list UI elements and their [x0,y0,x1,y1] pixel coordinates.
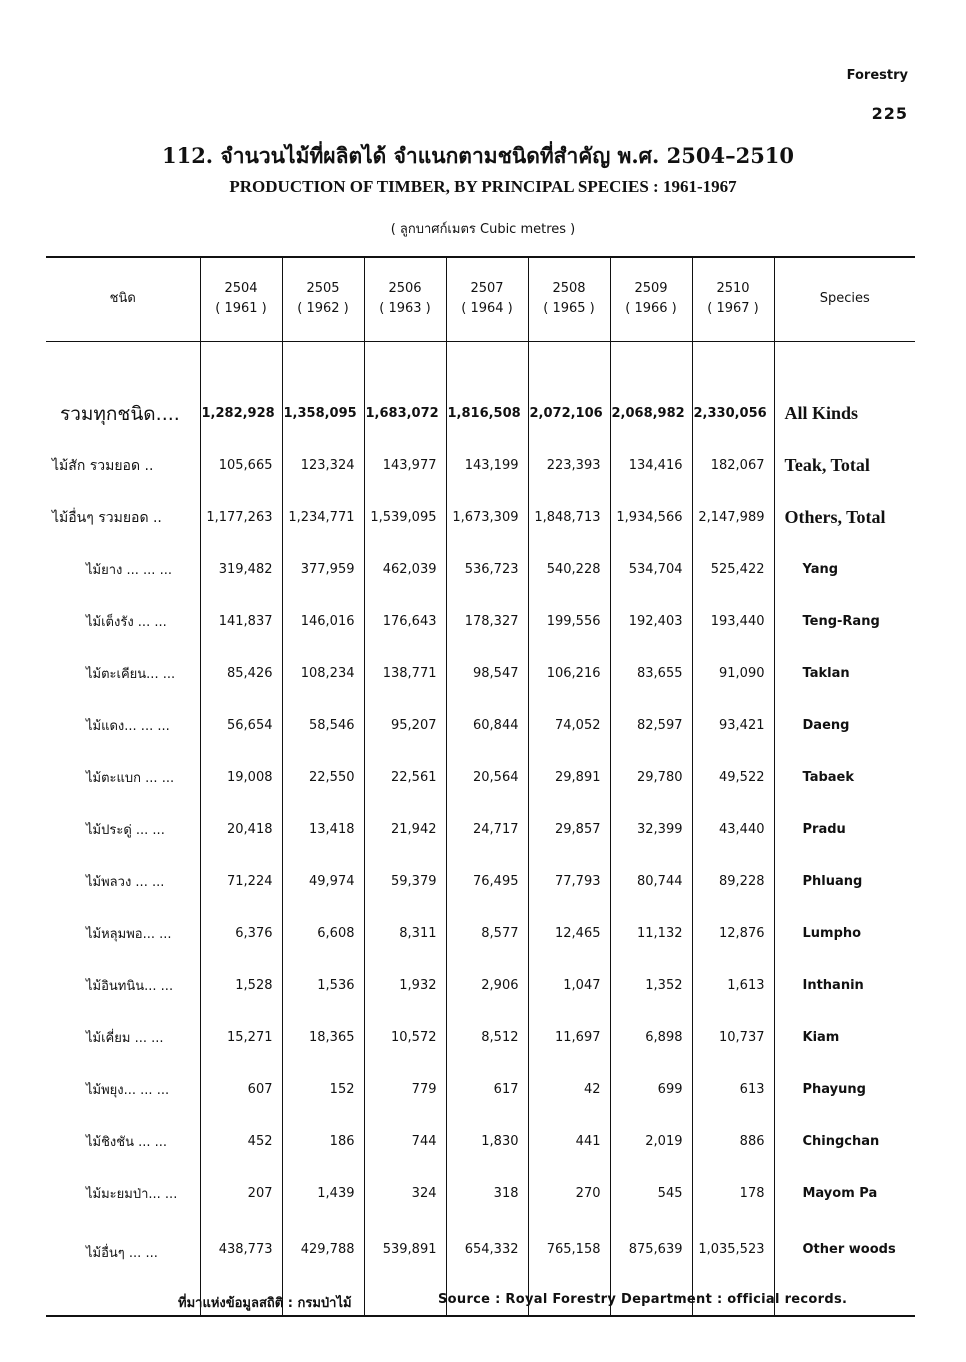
cell-value: 319,482 [200,544,282,596]
cell-value: 85,426 [200,648,282,700]
cell-value: 617 [446,1064,528,1116]
row-thai-name: ไม้ยาง ... ... ... [86,563,172,578]
cell-value: 21,942 [364,804,446,856]
table-number: 112. [161,143,214,168]
cell-value: 106,216 [528,648,610,700]
cell-value: 452 [200,1116,282,1168]
cell-value: 2,906 [446,960,528,1012]
cell-value: 186 [282,1116,364,1168]
section-label: Forestry [846,68,908,83]
cell-value: 1,439 [282,1168,364,1220]
cell-value: 49,522 [692,752,774,804]
header-year: 2505 ( 1962 ) [282,257,364,341]
cell-value: 613 [692,1064,774,1116]
cell-value: 178,327 [446,596,528,648]
row-species-name: Inthanin [774,960,915,1012]
cell-value: 199,556 [528,596,610,648]
cell-value: 270 [528,1168,610,1220]
cell-value: 83,655 [610,648,692,700]
cell-value: 138,771 [364,648,446,700]
row-species-name: Chingchan [774,1116,915,1168]
row-thai-name: ไม้สัก รวมยอด .. [52,457,154,474]
cell-value: 1,613 [692,960,774,1012]
cell-value: 22,550 [282,752,364,804]
header-year: 2509 ( 1966 ) [610,257,692,341]
cell-value: 12,876 [692,908,774,960]
cell-value: 74,052 [528,700,610,752]
cell-value: 1,234,771 [282,492,364,544]
cell-value: 193,440 [692,596,774,648]
title-english: PRODUCTION OF TIMBER, BY PRINCIPAL SPECIES : 1961-1967 [229,177,737,196]
cell-value: 1,035,523 [692,1220,774,1316]
header-year: 2507 ( 1964 ) [446,257,528,341]
cell-value: 43,440 [692,804,774,856]
row-species-name: Others, Total [774,492,915,544]
row-species-name: Tabaek [774,752,915,804]
cell-value: 744 [364,1116,446,1168]
page-number: 225 [871,104,908,123]
row-thai-name: ไม้แดง... ... ... [86,719,170,734]
table-row [46,1168,915,1220]
cell-value: 2,019 [610,1116,692,1168]
source-english: Source : Royal Forestry Department : official records. [438,1292,848,1307]
cell-value: 58,546 [282,700,364,752]
row-species-name: All Kinds [774,388,915,440]
cell-value: 1,683,072 [364,388,446,440]
row-thai-name: ไม้อื่นๆ รวมยอด .. [52,509,162,526]
cell-value: 71,224 [200,856,282,908]
header-year: 2508 ( 1965 ) [528,257,610,341]
cell-value: 19,008 [200,752,282,804]
row-thai-name: ไม้ชิงชัน ... ... [86,1135,168,1150]
cell-value: 89,228 [692,856,774,908]
row-thai-name: ไม้อื่นๆ ... ... [46,1220,200,1316]
cell-value: 1,282,928 [200,388,282,440]
cell-value: 1,830 [446,1116,528,1168]
cell-value: 176,643 [364,596,446,648]
cell-value: 152 [282,1064,364,1116]
cell-value: 146,016 [282,596,364,648]
table-row [46,544,915,596]
row-thai-name: ไม้อินทนิน... ... [86,979,174,994]
table-row [46,700,915,752]
cell-value: 56,654 [200,700,282,752]
cell-value: 223,393 [528,440,610,492]
header-year: 2510 ( 1967 ) [692,257,774,341]
cell-value: 11,132 [610,908,692,960]
cell-value: 1,673,309 [446,492,528,544]
cell-value: 377,959 [282,544,364,596]
cell-value: 6,898 [610,1012,692,1064]
cell-value: 2,330,056 [692,388,774,440]
cell-value: 22,561 [364,752,446,804]
cell-value: 540,228 [528,544,610,596]
cell-value: 654,332 [446,1220,528,1316]
cell-value: 80,744 [610,856,692,908]
cell-value: 1,816,508 [446,388,528,440]
cell-value: 1,177,263 [200,492,282,544]
row-thai-name: ไม้เต็งรัง ... ... [86,615,167,630]
cell-value: 13,418 [282,804,364,856]
cell-value: 2,068,982 [610,388,692,440]
cell-value: 429,788 [282,1220,364,1316]
row-thai-name: ไม้ตะเคียน... ... [86,667,176,682]
table-row [46,752,915,804]
row-species-name: Phluang [774,856,915,908]
cell-value: 1,848,713 [528,492,610,544]
table-row [46,648,915,700]
cell-value: 441 [528,1116,610,1168]
cell-value: 1,528 [200,960,282,1012]
cell-value: 8,577 [446,908,528,960]
cell-value: 1,047 [528,960,610,1012]
cell-value: 49,974 [282,856,364,908]
cell-value: 12,465 [528,908,610,960]
cell-value: 699 [610,1064,692,1116]
header-year: 2504 ( 1961 ) [200,257,282,341]
table-header-row [46,257,915,341]
cell-value: 6,376 [200,908,282,960]
row-thai-name: ไม้หลุมพอ... ... [86,927,172,942]
table-row [46,492,915,544]
row-species-name: Phayung [774,1064,915,1116]
cell-value: 59,379 [364,856,446,908]
cell-value: 886 [692,1116,774,1168]
timber-production-table [46,256,915,1317]
cell-value: 93,421 [692,700,774,752]
cell-value: 2,147,989 [692,492,774,544]
title-thai-text: จำนวนไม้ที่ผลิตได้ จำแนกตามชนิดที่สำคัญ พ.ศ. 2504–2510 [220,143,795,168]
cell-value: 1,539,095 [364,492,446,544]
cell-value: 1,358,095 [282,388,364,440]
header-species: Species [774,257,915,341]
cell-value: 91,090 [692,648,774,700]
cell-value: 534,704 [610,544,692,596]
row-thai-name: ไม้มะยมป่า... ... [86,1187,178,1202]
cell-value: 77,793 [528,856,610,908]
cell-value: 779 [364,1064,446,1116]
row-species-name: Yang [774,544,915,596]
cell-value: 178 [692,1168,774,1220]
cell-value: 15,271 [200,1012,282,1064]
cell-value: 875,639 [610,1220,692,1316]
row-species-name: Pradu [774,804,915,856]
row-thai-name: รวมทุกชนิด.... [60,402,180,425]
cell-value: 82,597 [610,700,692,752]
header-year: 2506 ( 1963 ) [364,257,446,341]
cell-value: 143,977 [364,440,446,492]
cell-value: 42 [528,1064,610,1116]
source-thai: ที่มาแห่งข้อมูลสถิติ : กรมป่าไม้ [178,1296,352,1311]
cell-value: 525,422 [692,544,774,596]
cell-value: 207 [200,1168,282,1220]
cell-value: 95,207 [364,700,446,752]
cell-value: 11,697 [528,1012,610,1064]
cell-value: 10,737 [692,1012,774,1064]
cell-value: 192,403 [610,596,692,648]
cell-value: 143,199 [446,440,528,492]
row-thai-name: ไม้พยุง... ... ... [86,1083,170,1098]
cell-value: 29,780 [610,752,692,804]
cell-value: 545 [610,1168,692,1220]
table-row [46,856,915,908]
cell-value: 32,399 [610,804,692,856]
cell-value: 10,572 [364,1012,446,1064]
table-row [46,440,915,492]
table-title [0,140,966,197]
cell-value: 18,365 [282,1012,364,1064]
cell-value: 536,723 [446,544,528,596]
header-thai-name: ชนิด [46,257,200,341]
row-species-name: Kiam [774,1012,915,1064]
cell-value: 6,608 [282,908,364,960]
cell-value: 8,311 [364,908,446,960]
cell-value: 29,857 [528,804,610,856]
cell-value: 1,536 [282,960,364,1012]
cell-value: 123,324 [282,440,364,492]
table-row [46,1012,915,1064]
cell-value: 24,717 [446,804,528,856]
cell-value: 1,934,566 [610,492,692,544]
row-species-name: Mayom Pa [774,1168,915,1220]
cell-value: 1,352 [610,960,692,1012]
table-row [46,908,915,960]
row-species-name: Taklan [774,648,915,700]
table-row [46,388,915,440]
cell-value: 20,418 [200,804,282,856]
cell-value: 134,416 [610,440,692,492]
cell-value: 2,072,106 [528,388,610,440]
table-row [46,1116,915,1168]
cell-value: 607 [200,1064,282,1116]
cell-value: 462,039 [364,544,446,596]
row-species-name: Lumpho [774,908,915,960]
row-species-name: Other woods [774,1220,915,1316]
cell-value: 438,773 [200,1220,282,1316]
cell-value: 1,932 [364,960,446,1012]
row-thai-name: ไม้ตะแบก ... ... [86,771,175,786]
cell-value: 98,547 [446,648,528,700]
row-species-name: Daeng [774,700,915,752]
cell-value: 76,495 [446,856,528,908]
units-label: ( ลูกบาศก์เมตร Cubic metres ) [390,222,576,237]
row-species-name: Teng-Rang [774,596,915,648]
cell-value: 20,564 [446,752,528,804]
cell-value: 105,665 [200,440,282,492]
cell-value: 765,158 [528,1220,610,1316]
title-thai [0,140,966,173]
row-thai-name: ไม้เคี่ยม ... ... [86,1031,164,1046]
cell-value: 29,891 [528,752,610,804]
cell-value: 318 [446,1168,528,1220]
table-row [46,960,915,1012]
row-thai-name: ไม้ประดู่ ... ... [86,823,165,838]
table-row [46,596,915,648]
cell-value: 60,844 [446,700,528,752]
cell-value: 539,891 [364,1220,446,1316]
cell-value: 108,234 [282,648,364,700]
spacer-row [46,341,915,388]
cell-value: 182,067 [692,440,774,492]
row-species-name: Teak, Total [774,440,915,492]
row-thai-name: ไม้พลวง ... ... [86,875,165,890]
cell-value: 8,512 [446,1012,528,1064]
cell-value: 324 [364,1168,446,1220]
cell-value: 141,837 [200,596,282,648]
table-row [46,1064,915,1116]
table-row [46,804,915,856]
